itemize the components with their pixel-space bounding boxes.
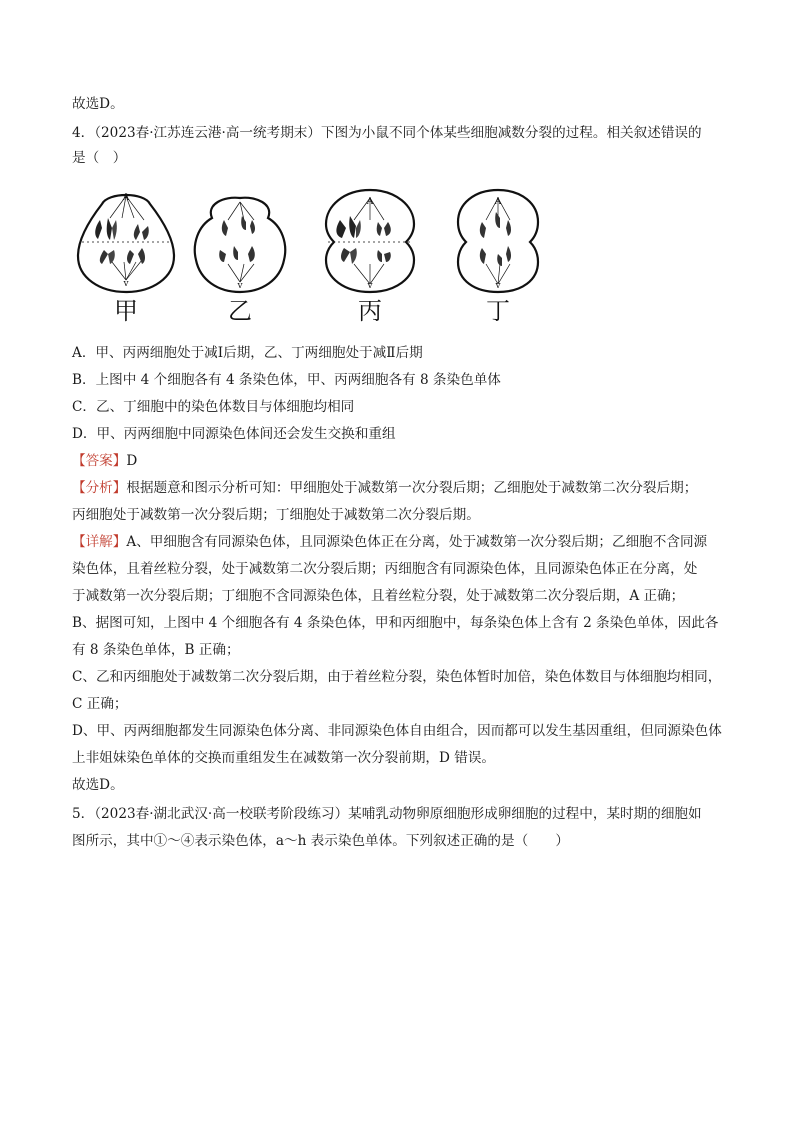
q4-option-a: A．甲、丙两细胞处于减Ⅰ后期，乙、丁两细胞处于减Ⅱ后期: [72, 345, 423, 361]
q3-conclusion: 故选D。: [72, 96, 124, 112]
q4-option-b: B．上图中 4 个细胞各有 4 条染色体，甲、丙两细胞各有 8 条染色单体: [72, 372, 501, 388]
q5-stem-line1: 5．（2023春·湖北武汉·高一校联考阶段练习）某哺乳动物卵原细胞形成卵细胞的过程中，某时期的细胞如: [72, 806, 702, 822]
cell-ding: [442, 184, 554, 334]
q4-analysis-line2: 丙细胞处于减数第一次分裂后期；丁细胞处于减数第二次分裂后期。: [72, 507, 480, 523]
cell-label-jia: 甲: [114, 297, 138, 325]
cell-jia-drawing: [70, 184, 182, 296]
svg-text:A: A: [494, 197, 502, 207]
analysis-tag: 【分析】: [72, 480, 127, 496]
cell-label-bing: 丙: [358, 297, 382, 325]
svg-text:A: A: [122, 193, 130, 203]
analysis-text-1: 根据题意和图示分析可知：甲细胞处于减数第一次分裂后期；乙细胞处于减数第二次分裂后期；: [126, 480, 698, 496]
q4-option-d: D．甲、丙两细胞中同源染色体间还会发生交换和重组: [72, 426, 396, 442]
svg-text:v: v: [237, 281, 243, 291]
q4-detail-line6: C、乙和丙细胞处于减数第二次分裂后期，由于着丝粒分裂，染色体暂时加倍，染色体数目与体细胞均相同，: [72, 669, 722, 685]
cell-label-yi: 乙: [228, 297, 252, 325]
detail-tag: 【详解】: [72, 534, 127, 550]
q4-detail-line4: B、据图可知，上图中 4 个细胞各有 4 条染色体，甲和丙细胞中，每条染色体上含有 2 条染色单体，因此各: [72, 615, 719, 631]
q4-detail-line5: 有 8 条染色单体，B 正确；: [72, 642, 240, 658]
answer-value: D: [126, 453, 138, 469]
cell-yi-drawing: [184, 184, 296, 296]
q4-detail-line2: 染色体，且着丝粒分裂，处于减数第二次分裂后期；丙细胞含有同源染色体，且同源染色体正在分离，处: [72, 561, 698, 577]
q5-stem-line2: 图所示，其中①～④表示染色体，a～h 表示染色单体。下列叙述正确的是（ ）: [72, 833, 569, 849]
q4-detail-line7: C 正确；: [72, 696, 128, 712]
cell-label-ding: 丁: [486, 297, 510, 325]
svg-text:v: v: [495, 281, 501, 291]
q4-detail-line1: [72, 534, 732, 550]
cell-yi: [184, 184, 296, 334]
q4-option-c: C．乙、丁细胞中的染色体数目与体细胞均相同: [72, 399, 355, 415]
q4-detail-line9: 上非姐妹染色单体的交换而重组发生在减数第一次分裂前期，D 错误。: [72, 750, 496, 766]
q4-conclusion: 故选D。: [72, 777, 124, 793]
q4-stem-line1: 4．（2023春·江苏连云港·高一统考期末）下图为小鼠不同个体某些细胞减数分裂的过程。相关叙述错误的: [72, 125, 702, 141]
answer-tag: 【答案】: [72, 453, 127, 469]
q4-stem-line2: 是（ ）: [72, 150, 127, 166]
svg-text:A: A: [366, 197, 374, 207]
detail-text-1: A、甲细胞含有同源染色体，且同源染色体正在分离，处于减数第一次分裂后期；乙细胞不含同源: [126, 534, 708, 550]
cell-jia: [70, 184, 182, 334]
q4-answer: [72, 453, 732, 469]
svg-text:v: v: [367, 281, 373, 291]
q4-detail-line8: D、甲、丙两细胞都发生同源染色体分离、非同源染色体自由组合，因而都可以发生基因重组，但同源染色体: [72, 723, 722, 739]
cell-ding-drawing: [442, 184, 554, 296]
q4-analysis-line1: [72, 480, 732, 496]
cell-bing: [314, 184, 426, 334]
q4-detail-line3: 于减数第一次分裂后期；丁细胞不含同源染色体，且着丝粒分裂，处于减数第二次分裂后期，A 正确；: [72, 588, 685, 604]
cell-bing-drawing: [314, 184, 426, 296]
meiosis-cells-figure: [70, 184, 540, 334]
svg-text:v: v: [123, 279, 129, 289]
